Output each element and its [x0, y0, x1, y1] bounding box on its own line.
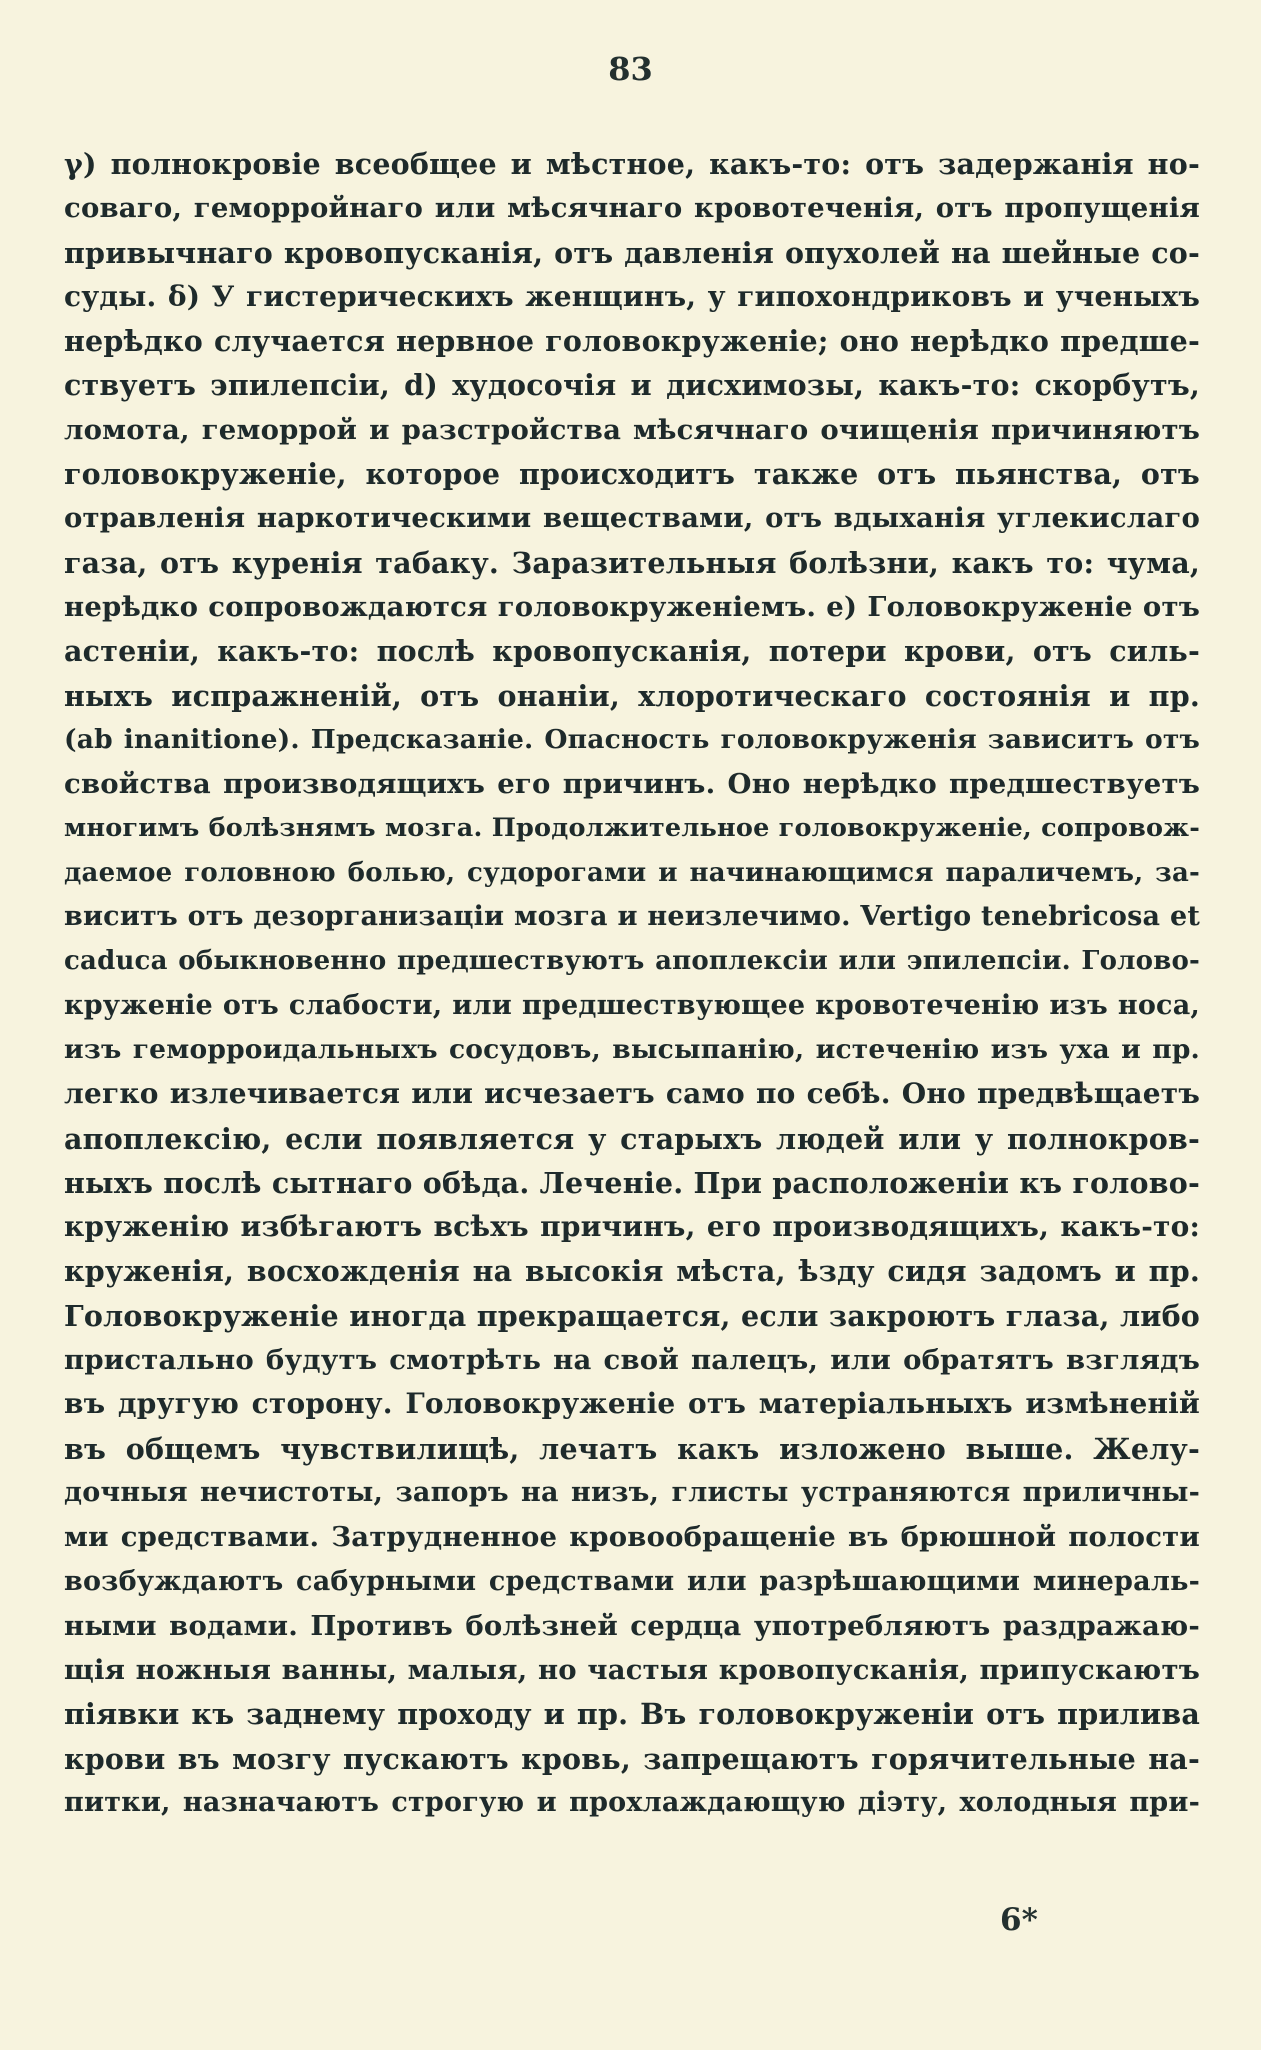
text-line: многимъ болѣзнямъ мозга. Продолжительное головокруженіе, сопровож- — [64, 813, 1200, 844]
text-line: апоплексію, если появляется у старыхъ людей или у полнокров- — [64, 1121, 1200, 1156]
text-line: γ) полнокровіе всеобщее и мѣстное, какъ-то: отъ задержанія но- — [64, 147, 1200, 181]
text-line: крови въ мозгу пускаютъ кровь, запрещаютъ горячительные на- — [64, 1741, 1200, 1776]
text-line: легко излечивается или исчезаетъ само по себѣ. Оно предвѣщаетъ — [64, 1077, 1200, 1111]
text-line: піявки къ заднему проходу и пр. Въ головокруженіи отъ прилива — [64, 1697, 1200, 1732]
text-line: ствуетъ эпилепсіи, d) худосочія и дисхимозы, какъ-то: скорбутъ, — [64, 368, 1200, 403]
text-line: суды. δ) У гистерическихъ женщинъ, у гипохондриковъ и ученыхъ — [64, 279, 1200, 313]
text-line: свойства производящихъ его причинъ. Оно нерѣдко предшествуетъ — [64, 768, 1200, 801]
text-line: головокруженіе, которое происходитъ также отъ пьянства, отъ — [64, 457, 1200, 492]
text-line: ными водами. Противъ болѣзней сердца употребляютъ раздражаю- — [64, 1609, 1200, 1642]
text-line: Головокруженіе иногда прекращается, если закроютъ глаза, либо — [64, 1298, 1200, 1333]
text-line: ломота, геморрой и разстройства мѣсячнаго очищенія причиняютъ — [64, 413, 1200, 446]
signature-mark: 6* — [1000, 1902, 1038, 1938]
text-line: питки, назначаютъ строгую и прохлаждающую діэту, холодныя при- — [64, 1786, 1200, 1818]
text-line: ныхъ послѣ сытнаго обѣда. Леченіе. При расположеніи къ голово- — [64, 1165, 1200, 1200]
text-line: соваго, геморройнаго или мѣсячнаго кровотеченія, отъ пропущенія — [64, 192, 1200, 225]
text-line: нерѣдко случается нервное головокруженіе; оно нерѣдко предше- — [64, 324, 1200, 359]
text-line: возбуждаютъ сабурными средствами или разрѣшающими минераль- — [64, 1565, 1200, 1597]
text-line: нерѣдко сопровождаются головокруженіемъ. e) Головокруженіе отъ — [64, 590, 1200, 623]
page-number: 83 — [608, 50, 653, 88]
text-line: круженія, восхожденія на высокія мѣста, ѣзду сидя задомъ и пр. — [64, 1254, 1200, 1289]
text-line: круженіе отъ слабости, или предшествующее кровотеченію изъ носа, — [64, 989, 1200, 1021]
text-line: виситъ отъ дезорганизаціи мозга и неизлечимо. Vertigo tenebricosa et — [64, 901, 1200, 933]
text-line: привычнаго кровопусканія, отъ давленія опухолей на шейные со- — [64, 235, 1200, 270]
text-line: щія ножныя ванны, малыя, но частыя кровопусканія, припускаютъ — [64, 1654, 1200, 1687]
text-line: дочныя нечистоты, запоръ на низъ, глисты устраняются приличны- — [64, 1476, 1200, 1508]
text-line: изъ геморроидальныхъ сосудовъ, высыпанію, истеченію изъ уха и пр. — [64, 1033, 1200, 1065]
text-line: ми средствами. Затрудненное кровообращеніе въ брюшной полости — [64, 1521, 1200, 1554]
text-line: пристально будутъ смотрѣть на свой палецъ, или обратятъ взглядъ — [64, 1344, 1200, 1377]
text-line: въ общемъ чувствилищѣ, лечатъ какъ изложено выше. Желу- — [64, 1431, 1200, 1466]
text-line: въ другую сторону. Головокруженіе отъ матеріальныхъ измѣненій — [64, 1387, 1200, 1421]
body-text — [64, 142, 1200, 1825]
text-line: отравленія наркотическими веществами, отъ вдыханія углекислаго — [64, 502, 1200, 535]
text-line: caduca обыкновенно предшествуютъ апоплексіи или эпилепсіи. Голово- — [64, 946, 1200, 977]
text-line: ныхъ испражненій, отъ онаніи, хлоротическаго состоянія и пр. — [64, 678, 1200, 713]
text-line: даемое головною болью, судорогами и начинающимся параличемъ, за- — [64, 857, 1200, 888]
text-line: (ab inanitione). Предсказаніе. Опасность головокруженія зависитъ отъ — [64, 723, 1200, 755]
text-line: газа, отъ куренія табаку. Заразительныя болѣзни, какъ то: чума, — [64, 545, 1200, 580]
text-line: круженію избѣгаютъ всѣхъ причинъ, его производящихъ, какъ-то: — [64, 1210, 1200, 1244]
text-line: астеніи, какъ-то: послѣ кровопусканія, потери крови, отъ силь- — [64, 634, 1200, 669]
